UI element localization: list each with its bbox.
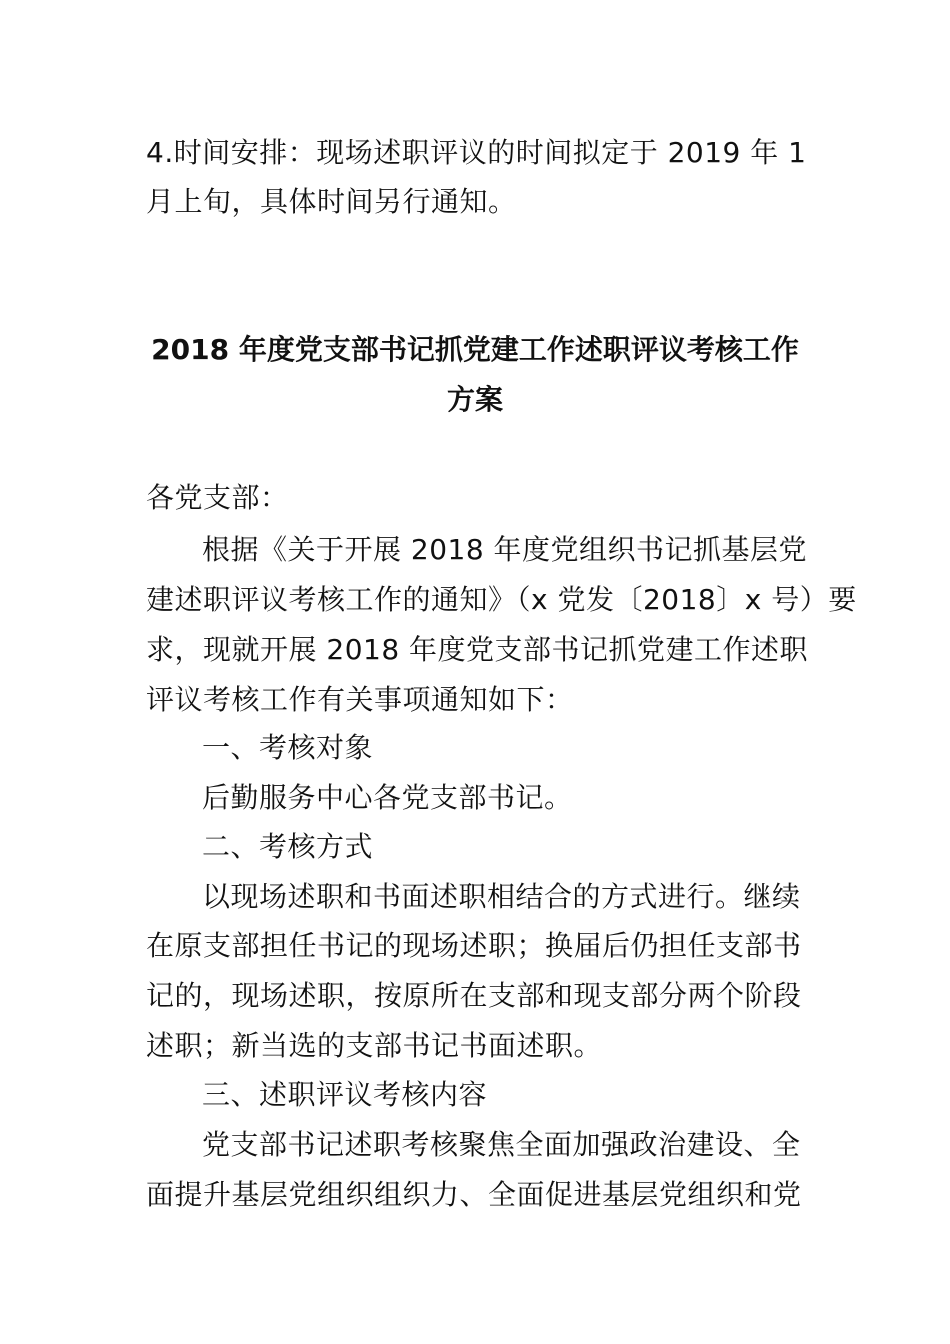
section1-text: 后勤服务中心各党支部书记。 bbox=[202, 781, 573, 814]
section2-line-4: 述职；新当选的支部书记书面述职。 bbox=[146, 1029, 603, 1062]
intro-line-2: 建述职评议考核工作的通知》（x 党发〔2018〕x 号）要 bbox=[146, 583, 857, 616]
section3-heading: 三、述职评议考核内容 bbox=[202, 1078, 488, 1111]
section2-line-2: 在原支部担任书记的现场述职；换届后仍担任支部书 bbox=[146, 929, 802, 962]
section1-heading: 一、考核对象 bbox=[202, 731, 374, 764]
salutation: 各党支部： bbox=[146, 481, 289, 514]
section2-line-1: 以现场述职和书面述职相结合的方式进行。继续 bbox=[202, 880, 801, 913]
intro-line-1: 根据《关于开展 2018 年度党组织书记抓基层党 bbox=[202, 533, 808, 566]
section3-line-2: 面提升基层党组织组织力、全面促进基层党组织和党 bbox=[146, 1178, 802, 1211]
schedule-line-1: 4.时间安排：现场述职评议的时间拟定于 2019 年 1 bbox=[146, 136, 807, 169]
section3-line-1: 党支部书记述职考核聚焦全面加强政治建设、全 bbox=[202, 1128, 801, 1161]
schedule-line-2: 月上旬，具体时间另行通知。 bbox=[146, 185, 517, 218]
intro-line-3: 求，现就开展 2018 年度党支部书记抓党建工作述职 bbox=[146, 633, 809, 666]
section2-heading: 二、考核方式 bbox=[202, 830, 374, 863]
intro-line-4: 评议考核工作有关事项通知如下： bbox=[146, 683, 574, 716]
section2-line-3: 记的，现场述职，按原所在支部和现支部分两个阶段 bbox=[146, 979, 802, 1012]
document-title-line-2: 方案 bbox=[446, 383, 503, 416]
document-title-line-1: 2018 年度党支部书记抓党建工作述职评议考核工作 bbox=[151, 333, 799, 366]
